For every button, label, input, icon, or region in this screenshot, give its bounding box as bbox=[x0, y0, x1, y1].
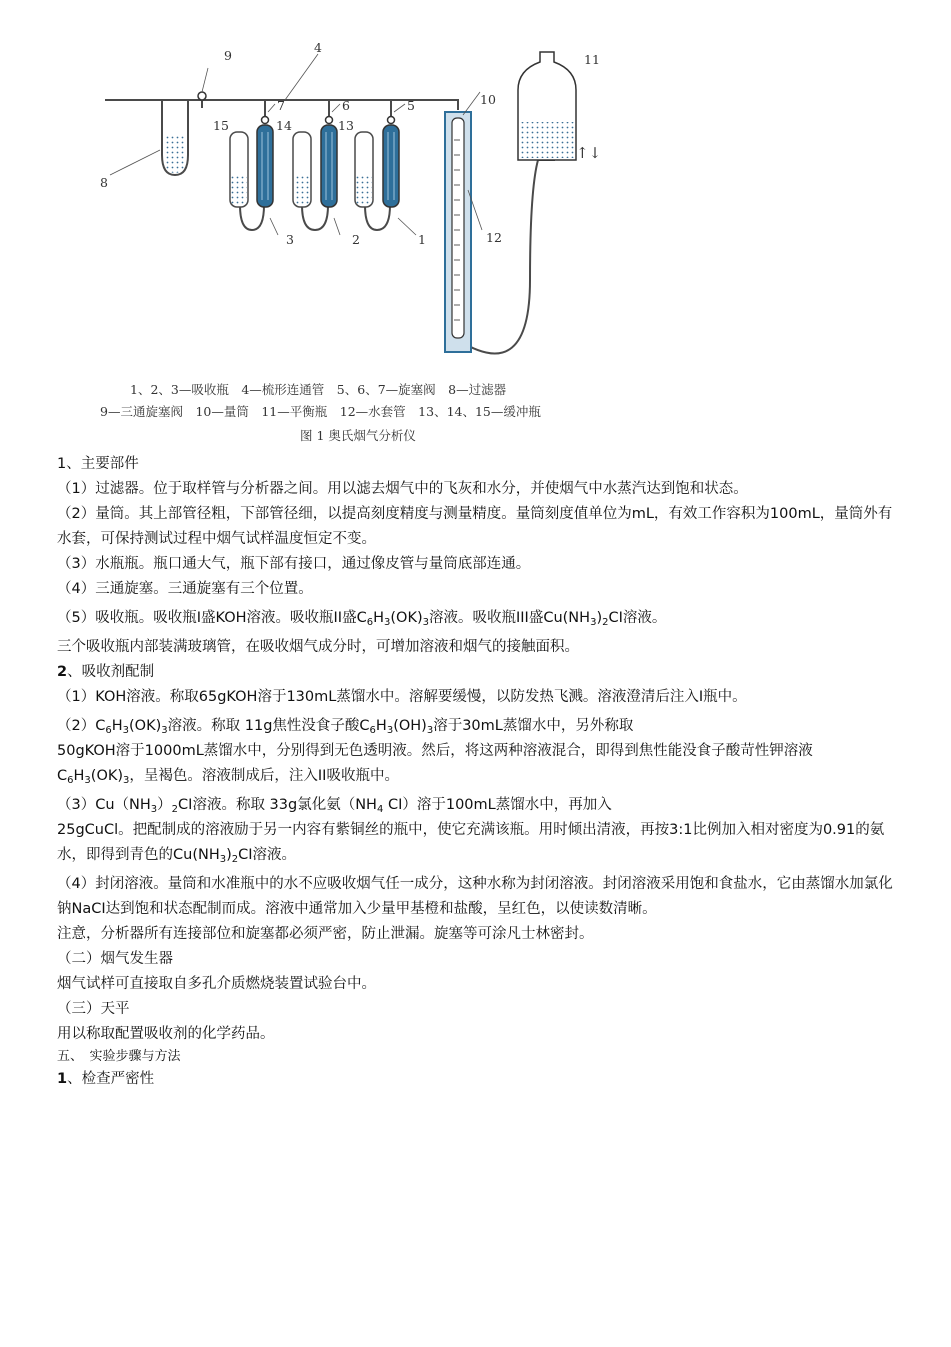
paragraph-absorbers-2: 三个吸收瓶内部装满玻璃管，在吸收烟气成分时，可增加溶液和烟气的接触面积。 bbox=[57, 639, 579, 655]
paragraph-filter: （1）过滤器。位于取样管与分析器之间。用以滤去烟气中的飞灰和水分，并使烟气中水蒸汽达到饱和状态。 bbox=[57, 481, 748, 497]
label-1: 1 bbox=[418, 232, 426, 247]
label-12: 12 bbox=[486, 230, 502, 245]
paragraph-absorbers: （5）吸收瓶。吸收瓶I盛KOH溶液。吸收瓶II盛$C_6H_3(OK)_3$溶液。吸收瓶III盛$Cu(NH_3)_2CI$溶液。 bbox=[57, 610, 667, 628]
three-way-valve bbox=[198, 92, 206, 100]
heading-gas-generator: （二）烟气发生器 bbox=[57, 951, 173, 967]
paragraph-pyrogallol: $(2)C_6H_3(OK)_3$溶液。称取 11g焦性没食子酸$C_6H_3(OH)_3$溶于30mL蒸馏水中，另外称取 50gKOH溶于1000mL蒸馏水中，分别得到无色透明液。然后，将这两种溶液混合，即得到焦性能没食子酸苛性钾溶液$C_6H_3(OK)_3$，呈褐色。溶液制成后，注入II吸收瓶中。 bbox=[57, 718, 813, 786]
heading-steps: 五、 实验步骤与方法 bbox=[57, 1049, 181, 1064]
paragraph-three-way-valve: （4）三通旋塞。三通旋塞有三个位置。 bbox=[57, 581, 313, 597]
updown-arrows: ↑↓ bbox=[576, 144, 602, 162]
label-9: 9 bbox=[224, 48, 232, 63]
paragraph-koh: （1）KOH溶液。称取65gKOH溶于130mL蒸馏水中。溶解要缓慢，以防发热飞溅。溶液澄清后注入I瓶中。 bbox=[57, 689, 747, 705]
label-8: 8 bbox=[100, 175, 108, 190]
label-14: 14 bbox=[276, 118, 292, 133]
paragraph-note: 注意，分析器所有连接部位和旋塞都必须严密，防止泄漏。旋塞等可涂凡士林密封。 bbox=[57, 926, 594, 942]
label-13: 13 bbox=[338, 118, 354, 133]
label-2: 2 bbox=[352, 232, 360, 247]
heading-balance: （三）天平 bbox=[57, 1001, 130, 1017]
paragraph-gas-generator: 烟气试样可直接取自多孔介质燃烧装置试验台中。 bbox=[57, 976, 376, 992]
label-5: 5 bbox=[407, 98, 415, 113]
buffer-bottles bbox=[230, 132, 373, 207]
figure-legend-line2: 9—三通旋塞阀 10—量筒 11—平衡瓶 12—水套管 13、14、15—缓冲瓶 bbox=[100, 404, 541, 419]
label-7: 7 bbox=[277, 98, 285, 113]
orsat-analyzer-figure bbox=[100, 40, 620, 450]
paragraph-water-bottle: （3）水瓶瓶。瓶口通大气，瓶下部有接口，通过像皮管与量筒底部连通。 bbox=[57, 556, 531, 572]
paragraph-burette: （2）量筒。其上部管径粗，下部管径细，以提高刻度精度与测量精度。量筒刻度值单位为mL，有效工作容积为100mL，量筒外有水套，可保持测试过程中烟气试样温度恒定不变。 bbox=[57, 506, 893, 547]
label-11: 11 bbox=[584, 52, 600, 67]
paragraph-balance: 用以称取配置吸收剂的化学药品。 bbox=[57, 1026, 275, 1042]
section-heading-main-parts: 1、主要部件 bbox=[57, 456, 139, 472]
label-15: 15 bbox=[213, 118, 229, 133]
section-heading-absorbent-prep: 2、吸收剂配制 bbox=[57, 664, 155, 680]
figure-legend-line1: 1、2、3—吸收瓶 4—梳形连通管 5、6、7—旋塞阀 8—过滤器 bbox=[130, 382, 507, 397]
label-3: 3 bbox=[286, 232, 294, 247]
absorber-bottles bbox=[257, 125, 399, 207]
label-4: 4 bbox=[314, 40, 322, 55]
label-10: 10 bbox=[480, 92, 496, 107]
apparatus-diagram bbox=[100, 40, 620, 375]
paragraph-cuprous: $(3)Cu(NH_3)_2CI$溶液。称取 33g氯化氨（$NH_4$ CI）溶于100mL蒸馏水中，再加入 25gCuCl。把配制成的溶液励于另一内容有紫铜丝的瓶中，使它充满该瓶。用时倾出清液，再按3:1比例加入相对密度为0.91的氨水，即得到青色的$Cu(NH_3)_2CI$溶液。 bbox=[57, 797, 885, 865]
document-body bbox=[57, 452, 897, 1092]
label-6: 6 bbox=[342, 98, 350, 113]
rubber-hose bbox=[458, 160, 555, 354]
paragraph-sealing-solution: （4）封闭溶液。量筒和水准瓶中的水不应吸收烟气任一成分，这种水称为封闭溶液。封闭溶液采用饱和食盐水，它由蒸馏水加氯化钠NaCI达到饱和状态配制而成。溶液中通常加入少量甲基橙和盐酸，呈红色，以使读数清晰。 bbox=[57, 876, 893, 917]
figure-caption: 图 1 奥氏烟气分析仪 bbox=[300, 428, 416, 443]
section-heading-check-tightness: 1、检查严密性 bbox=[57, 1071, 155, 1087]
